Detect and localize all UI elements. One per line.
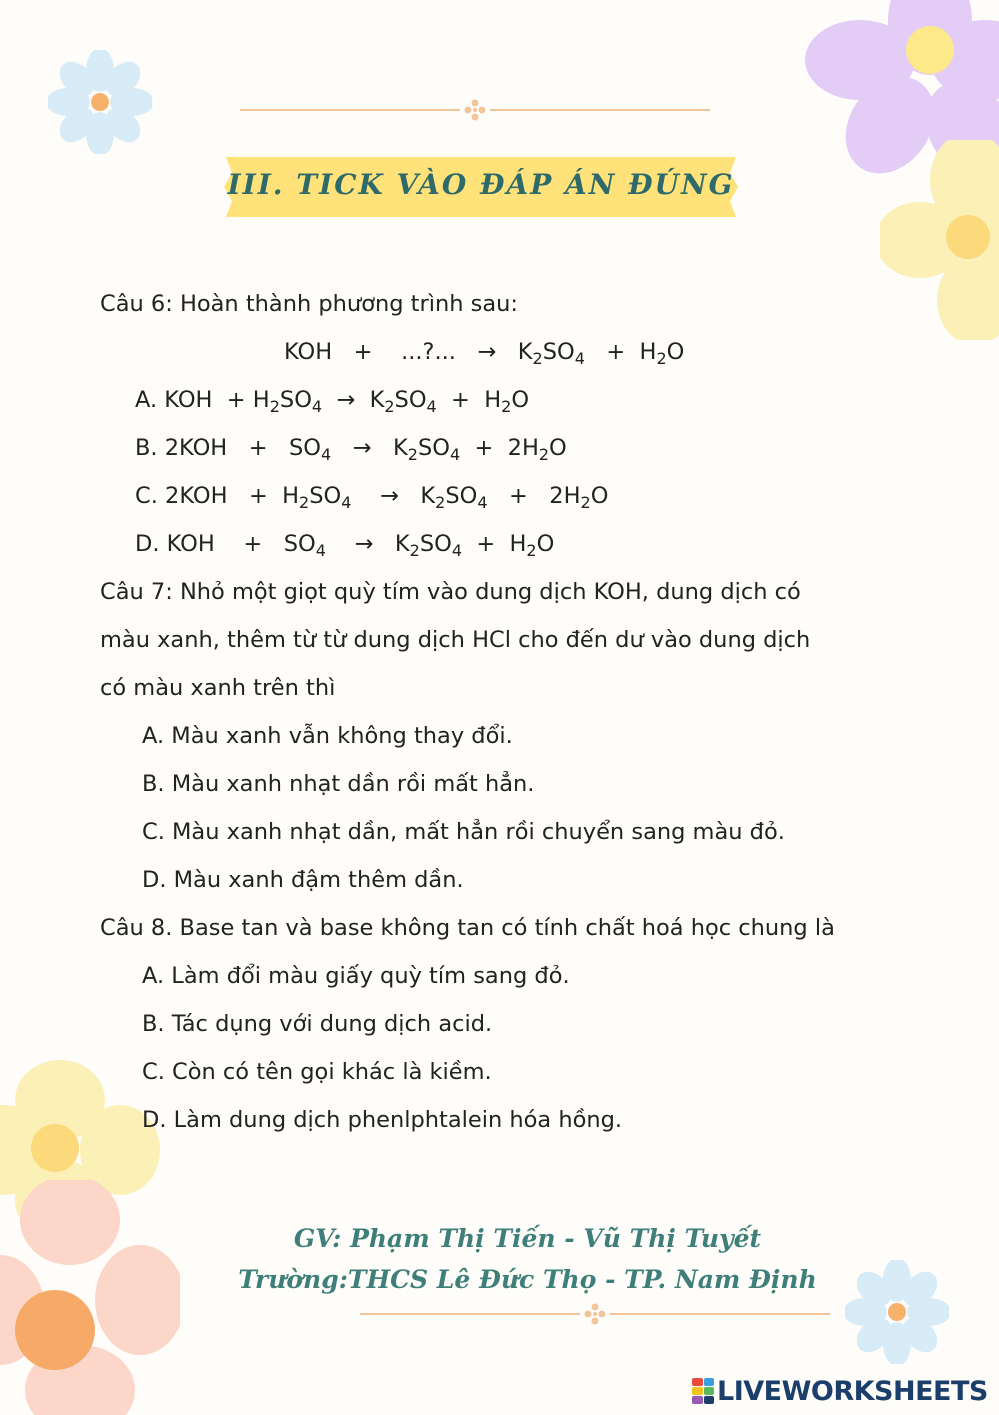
flower-icon xyxy=(880,140,999,340)
question-8-option-d[interactable]: D. Làm dung dịch phenlphtalein hóa hồng. xyxy=(142,1107,623,1133)
question-8-prompt: Câu 8. Base tan và base không tan có tính chất hoá học chung là xyxy=(100,915,835,941)
question-7-line-3: có màu xanh trên thì xyxy=(100,675,336,701)
question-7-option-d[interactable]: D. Màu xanh đậm thêm dần. xyxy=(142,867,464,893)
page-title: III. TICK VÀO ĐÁP ÁN ĐÚNG xyxy=(227,168,735,201)
question-6-option-b[interactable]: B. 2KOH + $SO_4$ → $K_2SO_4 + 2H_2O$ xyxy=(135,435,567,464)
question-6-equation: KOH + ...?... → $K_2SO_4$ + $H_2O$ xyxy=(284,339,685,368)
question-6-prompt: Câu 6: Hoàn thành phương trình sau: xyxy=(100,291,518,317)
question-7-option-a[interactable]: A. Màu xanh vẫn không thay đổi. xyxy=(142,723,513,749)
footer-school: Trường:THCS Lê Đức Thọ - TP. Nam Định xyxy=(238,1265,817,1294)
ornament-icon xyxy=(360,1302,830,1326)
question-8-option-c[interactable]: C. Còn có tên gọi khác là kiềm. xyxy=(142,1059,492,1085)
question-7-line-2: màu xanh, thêm từ từ dung dịch HCl cho đến dư vào dung dịch xyxy=(100,627,811,653)
question-6-option-d[interactable]: D. KOH + $SO_4$ → $K_2SO_4 + H_2O$ xyxy=(135,531,555,560)
question-6-option-c[interactable]: C. 2KOH + $H_2SO_4$ → $K_2SO_4$ + $2H_2O$ xyxy=(135,483,609,512)
question-8-option-b[interactable]: B. Tác dụng với dung dịch acid. xyxy=(142,1011,493,1037)
question-6-option-a[interactable]: A. KOH + $H_2SO_4 \to K_2SO_4 + H_2O$ xyxy=(135,387,530,416)
flower-icon xyxy=(0,1180,180,1415)
liveworksheets-text: LIVEWORKSHEETS xyxy=(717,1375,988,1407)
liveworksheets-logo-icon xyxy=(692,1378,714,1404)
question-8-option-a[interactable]: A. Làm đổi màu giấy quỳ tím sang đỏ. xyxy=(142,963,570,989)
footer-teachers: GV: Phạm Thị Tiến - Vũ Thị Tuyết xyxy=(293,1224,762,1253)
flower-icon xyxy=(48,50,152,154)
question-7-option-b[interactable]: B. Màu xanh nhạt dần rồi mất hẳn. xyxy=(142,771,535,797)
question-7-option-c[interactable]: C. Màu xanh nhạt dần, mất hẳn rồi chuyển sang màu đỏ. xyxy=(142,819,785,845)
question-7-line-1: Câu 7: Nhỏ một giọt quỳ tím vào dung dịch KOH, dung dịch có xyxy=(100,579,801,605)
ornament-icon xyxy=(240,98,710,122)
liveworksheets-brand[interactable] xyxy=(692,1374,988,1408)
